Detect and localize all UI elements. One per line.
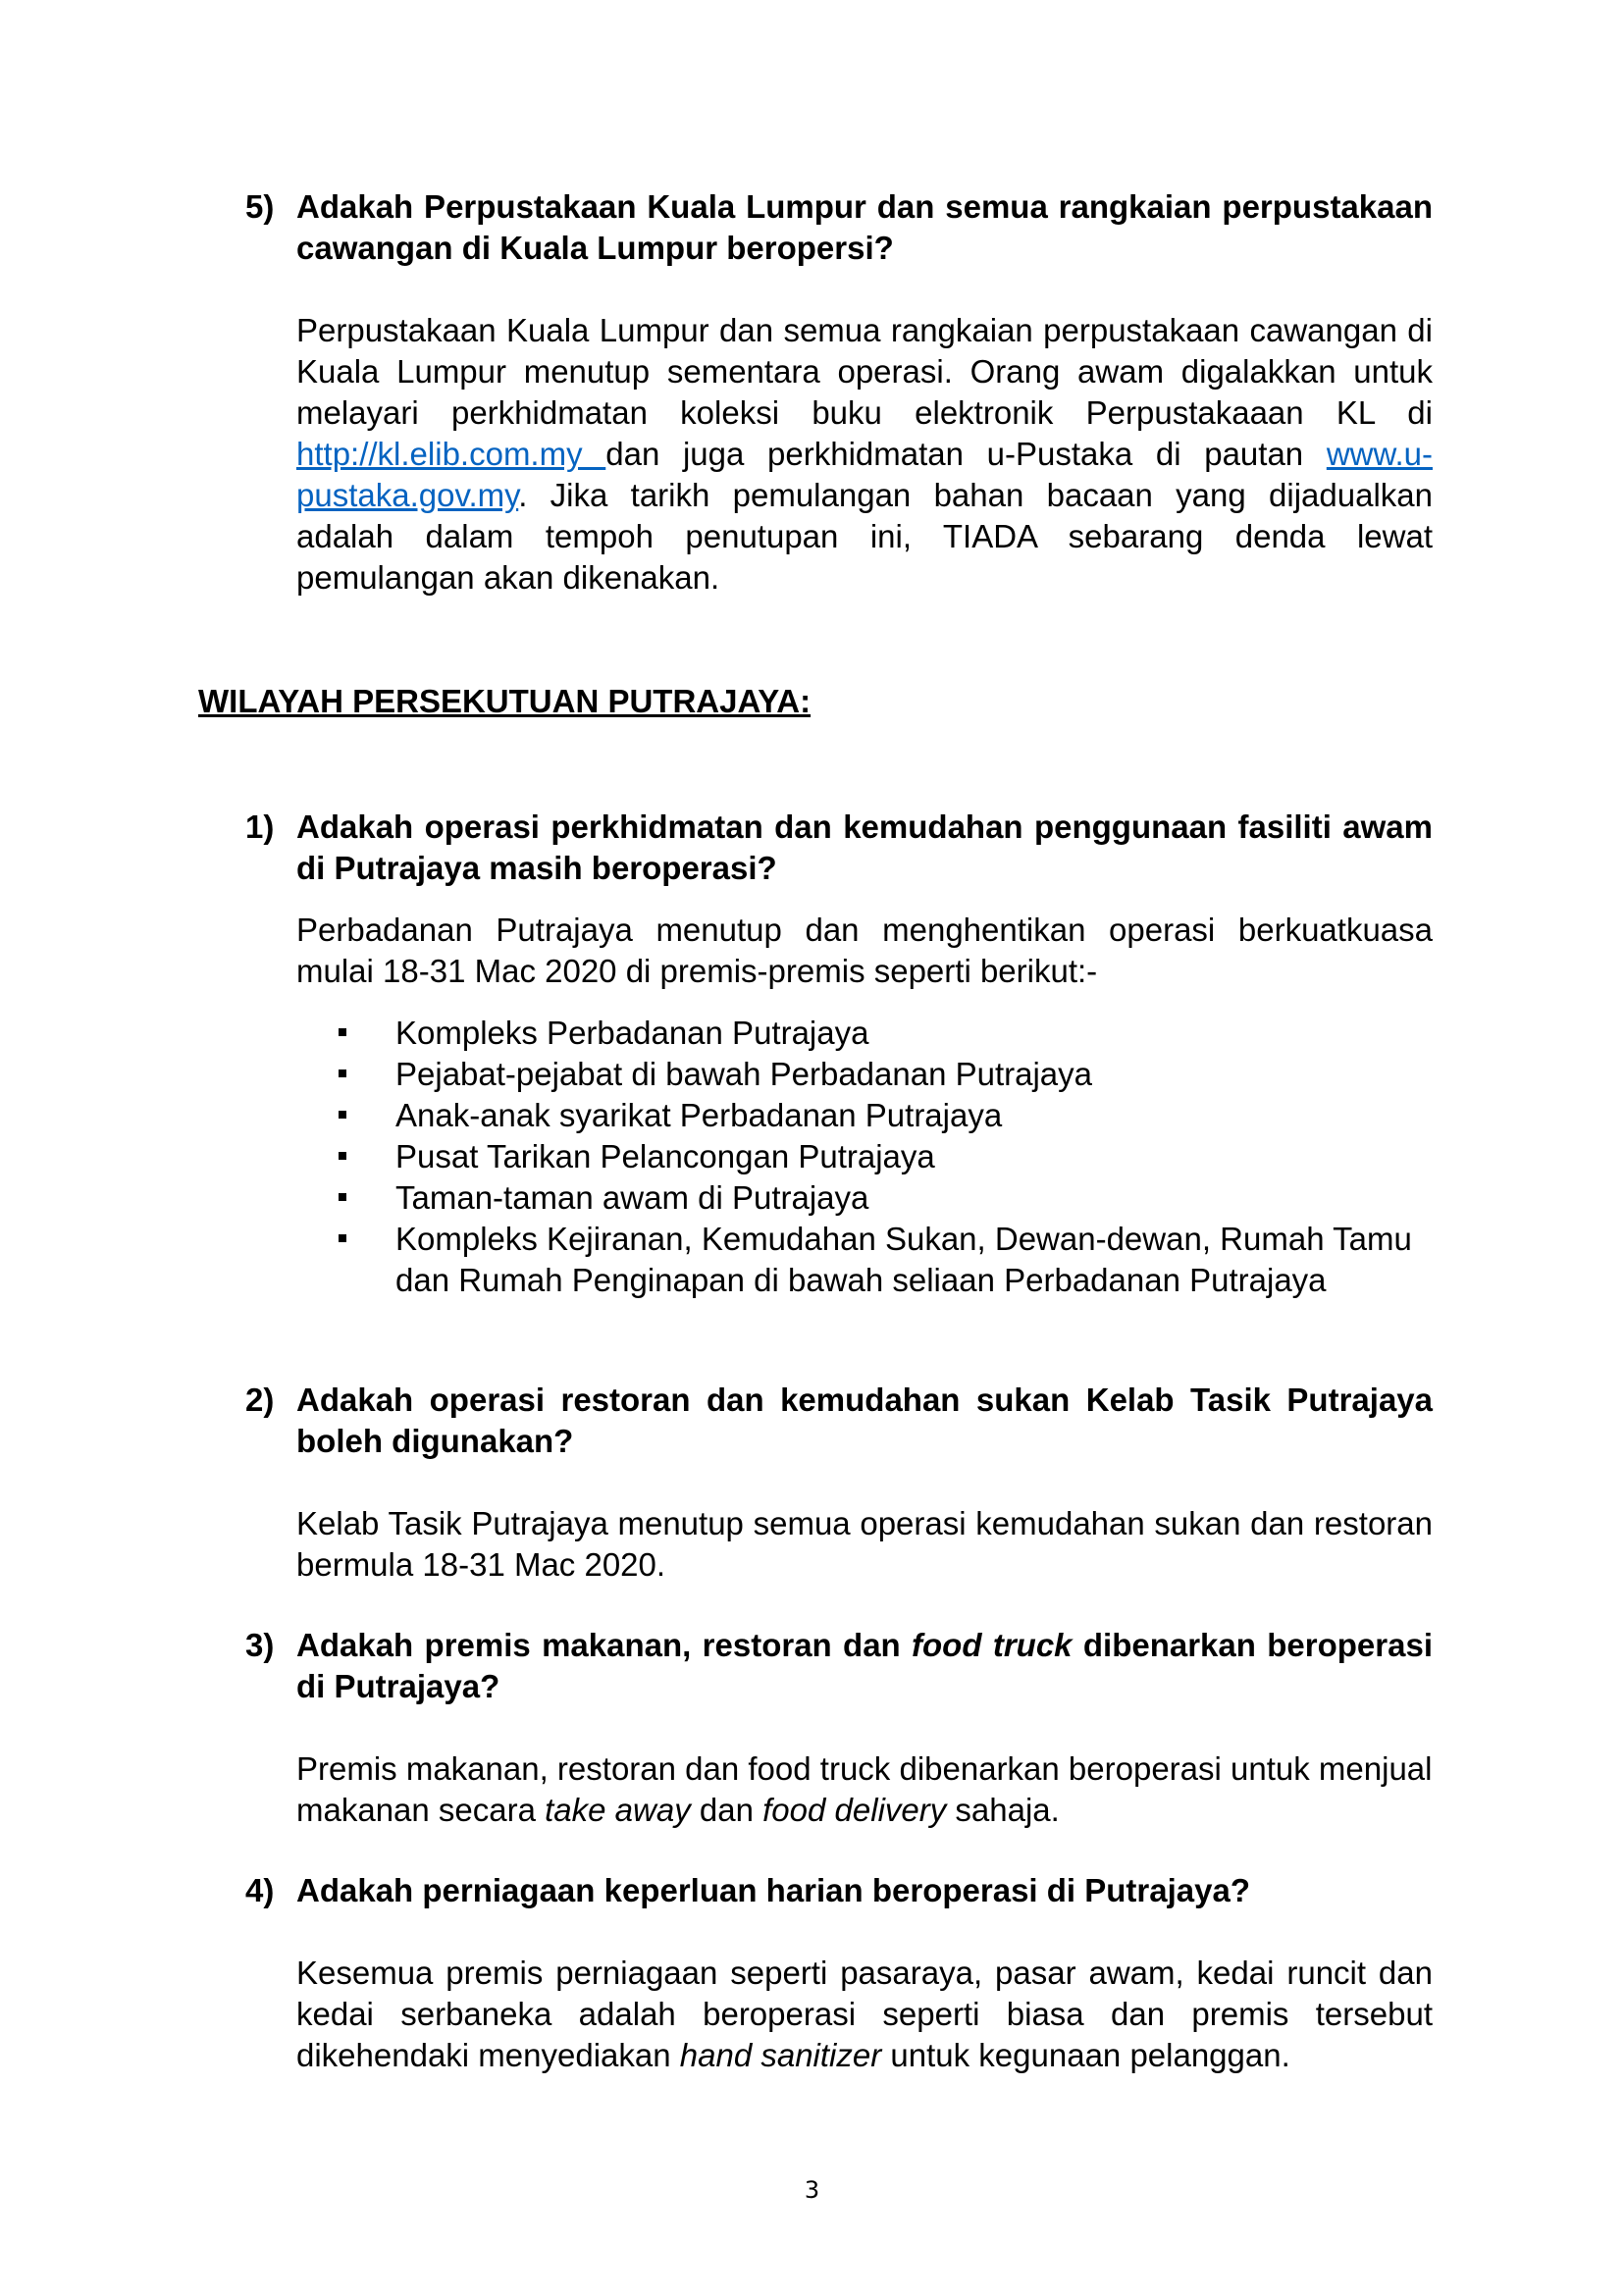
question-p3 <box>245 1625 1433 1707</box>
italic-term: food delivery <box>762 1792 947 1828</box>
italic-term: hand sanitizer <box>679 2037 882 2073</box>
list-item: Kompleks Kejiranan, Kemudahan Sukan, Dewan-dewan, Rumah Tamu dan Rumah Penginapan di bawah seliaan Perbadanan Putrajaya <box>339 1219 1433 1301</box>
question-title: Adakah operasi restoran dan kemudahan sukan Kelab Tasik Putrajaya boleh digunakan? <box>296 1382 1433 1459</box>
bullet-icon <box>339 1111 346 1119</box>
question-p4 <box>245 1870 1433 1911</box>
answer-5 <box>296 310 1433 599</box>
bullet-icon <box>339 1234 346 1242</box>
answer-p2: Kelab Tasik Putrajaya menutup semua operasi kemudahan sukan dan restoran bermula 18-31 Mac 2020. <box>296 1505 1433 1583</box>
question-number: 1) <box>245 808 275 845</box>
elib-link[interactable]: http://kl.elib.com.my <box>296 436 606 472</box>
question-number: 2) <box>245 1382 275 1418</box>
question-number: 3) <box>245 1627 275 1663</box>
question-title: Adakah operasi perkhidmatan dan kemudahan penggunaan fasiliti awam di Putrajaya masih beroperasi? <box>296 808 1433 886</box>
section-heading: WILAYAH PERSEKUTUAN PUTRAJAYA: <box>198 683 812 719</box>
bullet-icon <box>339 1028 346 1036</box>
question-title: Adakah premis makanan, restoran dan food truck dibenarkan beroperasi di Putrajaya? <box>296 1627 1433 1704</box>
list-item: Pusat Tarikan Pelancongan Putrajaya <box>339 1136 1433 1177</box>
answer-p1: Perbadanan Putrajaya menutup dan menghentikan operasi berkuatkuasa mulai 18-31 Mac 2020 di premis-premis seperti berikut:- <box>296 912 1433 989</box>
list-item: Taman-taman awam di Putrajaya <box>339 1177 1433 1219</box>
question-number: 5) <box>245 188 275 225</box>
page-number: 3 <box>804 2176 820 2204</box>
answer-p3: Premis makanan, restoran dan food truck dibenarkan beroperasi untuk menjual makanan secara take away dan food delivery sahaja. <box>296 1750 1433 1828</box>
answer-text: dan juga perkhidmatan u-Pustaka di pautan <box>605 436 1327 472</box>
italic-term: take away <box>545 1792 691 1828</box>
bullet-icon <box>339 1069 346 1077</box>
upustaka-link[interactable]: www.u-pustaka.gov.my <box>296 436 1433 513</box>
answer-p4: Kesemua premis perniagaan seperti pasaraya, pasar awam, kedai runcit dan kedai serbaneka adalah beroperasi seperti biasa dan premis tersebut dikehendaki menyediakan hand sanitizer untuk kegunaan pelanggan. <box>296 1955 1433 2073</box>
bullet-icon <box>339 1193 346 1201</box>
question-number: 4) <box>245 1872 275 1908</box>
question-title: Adakah Perpustakaan Kuala Lumpur dan semua rangkaian perpustakaan cawangan di Kuala Lumpur beropersi? <box>296 188 1433 266</box>
premises-list <box>339 1013 1433 1301</box>
question-p1 <box>245 807 1433 889</box>
question-title: Adakah perniagaan keperluan harian beroperasi di Putrajaya? <box>296 1872 1251 1908</box>
list-item: Anak-anak syarikat Perbadanan Putrajaya <box>339 1095 1433 1136</box>
answer-text: Perpustakaan Kuala Lumpur dan semua rangkaian perpustakaan cawangan di Kuala Lumpur menutup sementara operasi. Orang awam digalakkan untuk melayari perkhidmatan koleksi buku elektronik Perpustakaaan KL di <box>296 312 1433 431</box>
answer-text: . Jika tarikh pemulangan bahan bacaan yang dijadualkan adalah dalam tempoh penutupan ini, TIADA sebarang denda lewat pemulangan akan dikenakan. <box>296 477 1433 596</box>
list-item: Pejabat-pejabat di bawah Perbadanan Putrajaya <box>339 1054 1433 1095</box>
question-p2 <box>245 1380 1433 1462</box>
italic-term: food truck <box>912 1627 1073 1663</box>
bullet-icon <box>339 1152 346 1160</box>
question-5 <box>245 186 1433 269</box>
list-item: Kompleks Perbadanan Putrajaya <box>339 1013 1433 1054</box>
